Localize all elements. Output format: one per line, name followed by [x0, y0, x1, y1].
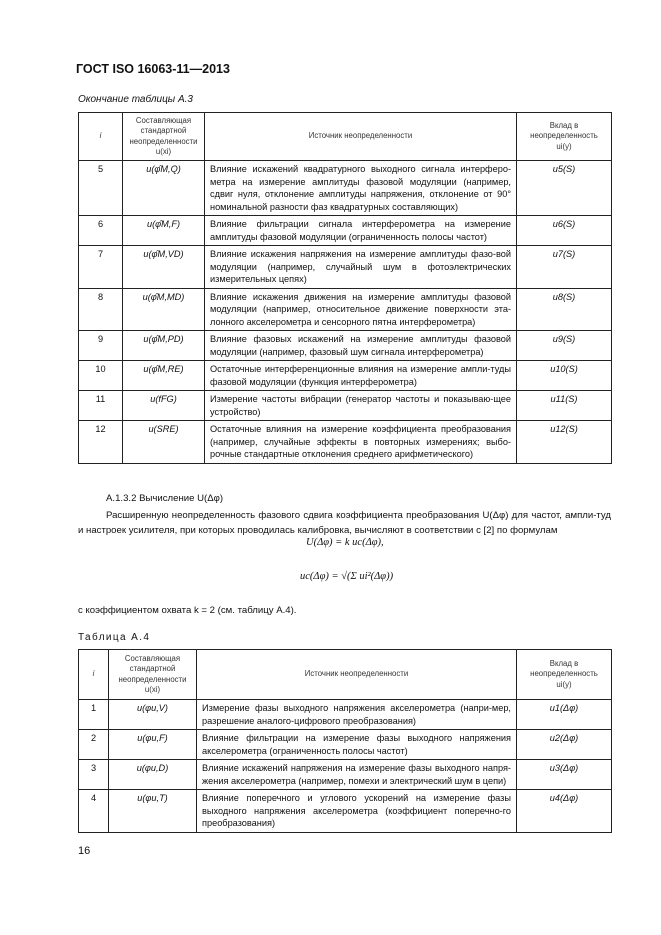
- header-contribution: Вклад в неопределенность ui(y): [517, 113, 612, 161]
- row-description: Влияние фильтрации на измерение фазы выходного напряжения акселерометра (ограниченность полосы частот): [197, 730, 517, 760]
- table-row: [79, 421, 612, 464]
- row-component: u(φ̂M,Q): [123, 161, 205, 216]
- row-contribution: u3(Δφ): [517, 760, 612, 790]
- row-index: 11: [79, 391, 123, 421]
- table-row: [79, 216, 612, 246]
- header-contribution: Вклад в неопределенность ui(y): [517, 650, 612, 700]
- formula-expanded-uncertainty: U(Δφ) = k uc(Δφ),: [306, 537, 384, 548]
- row-component: u(φ̂M,VD): [123, 246, 205, 289]
- row-contribution: u8(S): [517, 288, 612, 331]
- table-row: [79, 288, 612, 331]
- row-component: u(φu,F): [109, 730, 197, 760]
- row-description: Влияние искажений квадратурного выходного сигнала интерферо-метра на измерение амплитуды фазовой модуляции (например, сдвиг нуля, отклонение амплитуды напряжения, отклонение от 90° номинальной разности фаз квадратурных составляющих): [205, 161, 517, 216]
- table-a3-caption: Окончание таблицы А.3: [78, 94, 193, 105]
- table-row: [79, 760, 612, 790]
- row-contribution: u10(S): [517, 361, 612, 391]
- row-description: Измерение частоты вибрации (генератор частоты и показываю-щее устройство): [205, 391, 517, 421]
- row-index: 12: [79, 421, 123, 464]
- document-header: ГОСТ ISO 16063-11—2013: [76, 62, 230, 76]
- row-component: u(SRE): [123, 421, 205, 464]
- table-row: [79, 790, 612, 833]
- row-description: Остаточные влияния на измерение коэффициента преобразования (например, случайные эффекты в повторных измерениях; выбо-рочные стандартные отклонения среднего арифметического): [205, 421, 517, 464]
- table-a3: [78, 112, 612, 464]
- row-component: u(φ̂M,F): [123, 216, 205, 246]
- row-description: Влияние фильтрации сигнала интерферометра на измерение амплитуды фазовой модуляции (ограниченность полосы частот): [205, 216, 517, 246]
- row-contribution: u11(S): [517, 391, 612, 421]
- row-contribution: u9(S): [517, 331, 612, 361]
- row-index: 5: [79, 161, 123, 216]
- row-description: Влияние фазовых искажений на измерение амплитуды фазовой модуляции (например, фазовый шум сигнала интерферометра): [205, 331, 517, 361]
- header-component: Составляющая стандартной неопределенности u(xi): [109, 650, 197, 700]
- row-component: u(fFG): [123, 391, 205, 421]
- row-contribution: u5(S): [517, 161, 612, 216]
- row-index: 9: [79, 331, 123, 361]
- header-component: Составляющая стандартной неопределенности u(xi): [123, 113, 205, 161]
- row-contribution: u4(Δφ): [517, 790, 612, 833]
- row-index: 3: [79, 760, 109, 790]
- row-index: 2: [79, 730, 109, 760]
- header-i: i: [79, 650, 109, 700]
- row-component: u(φu,T): [109, 790, 197, 833]
- row-component: u(φ̂M,PD): [123, 331, 205, 361]
- table-a4: [78, 649, 612, 833]
- row-index: 1: [79, 700, 109, 730]
- header-source: Источник неопределенности: [197, 650, 517, 700]
- row-index: 4: [79, 790, 109, 833]
- coverage-text: с коэффициентом охвата k = 2 (см. таблицу А.4).: [78, 605, 297, 616]
- row-contribution: u2(Δφ): [517, 730, 612, 760]
- row-description: Влияние искажения напряжения на измерение амплитуды фазо-вой модуляции (например, случайный шум в фотоэлектрических измерительных цепях): [205, 246, 517, 289]
- table-row: [79, 161, 612, 216]
- row-index: 7: [79, 246, 123, 289]
- row-contribution: u7(S): [517, 246, 612, 289]
- row-description: Влияние искажений напряжения на измерение фазы выходного напря-жения акселерометра (например, помехи и электрический шум в цепи): [197, 760, 517, 790]
- table-row: [79, 331, 612, 361]
- row-description: Измерение фазы выходного напряжения акселерометра (напри-мер, разрешение аналого-цифрового преобразования): [197, 700, 517, 730]
- row-component: u(φ̂M,MD): [123, 288, 205, 331]
- row-description: Влияние поперечного и углового ускорений на измерение фазы выходного напряжения акселерометра (коэффициент поперечно-го преобразования): [197, 790, 517, 833]
- row-component: u(φ̂M,RE): [123, 361, 205, 391]
- header-source: Источник неопределенности: [205, 113, 517, 161]
- row-index: 6: [79, 216, 123, 246]
- row-component: u(φu,D): [109, 760, 197, 790]
- row-index: 10: [79, 361, 123, 391]
- row-description: Влияние искажения движения на измерение амплитуды фазовой модуляции (например, относительное движение поверхности эта-лонного акселерометра и сенсорного пятна интерферометра): [205, 288, 517, 331]
- table-row: [79, 730, 612, 760]
- row-contribution: u6(S): [517, 216, 612, 246]
- table-row: [79, 391, 612, 421]
- row-component: u(φu,V): [109, 700, 197, 730]
- table-row: [79, 361, 612, 391]
- table-a4-caption: Таблица А.4: [78, 632, 151, 643]
- formula-combined-uncertainty: [300, 566, 393, 584]
- page-number: 16: [78, 845, 91, 857]
- section-title: А.1.3.2 Вычисление U(Δφ): [106, 493, 224, 504]
- row-contribution: u12(S): [517, 421, 612, 464]
- row-contribution: u1(Δφ): [517, 700, 612, 730]
- table-row: [79, 700, 612, 730]
- section-paragraph: Расширенную неопределенность фазового сдвига коэффициента преобразования U(Δφ) для частот, ампли-туд и настроек усилителя, при которых проводилась калибровка, вычисляют в соответствии с [2] по формулам: [78, 510, 611, 537]
- table-header-row: [79, 650, 612, 700]
- table-header-row: [79, 113, 612, 161]
- row-description: Остаточные интерференционные влияния на измерение ампли-туды фазовой модуляции (функция интерферометра): [205, 361, 517, 391]
- table-row: [79, 246, 612, 289]
- formula-combined-text: uc(Δφ) = √(Σ ui²(Δφ)): [300, 571, 394, 582]
- header-i: i: [79, 113, 123, 161]
- row-index: 8: [79, 288, 123, 331]
